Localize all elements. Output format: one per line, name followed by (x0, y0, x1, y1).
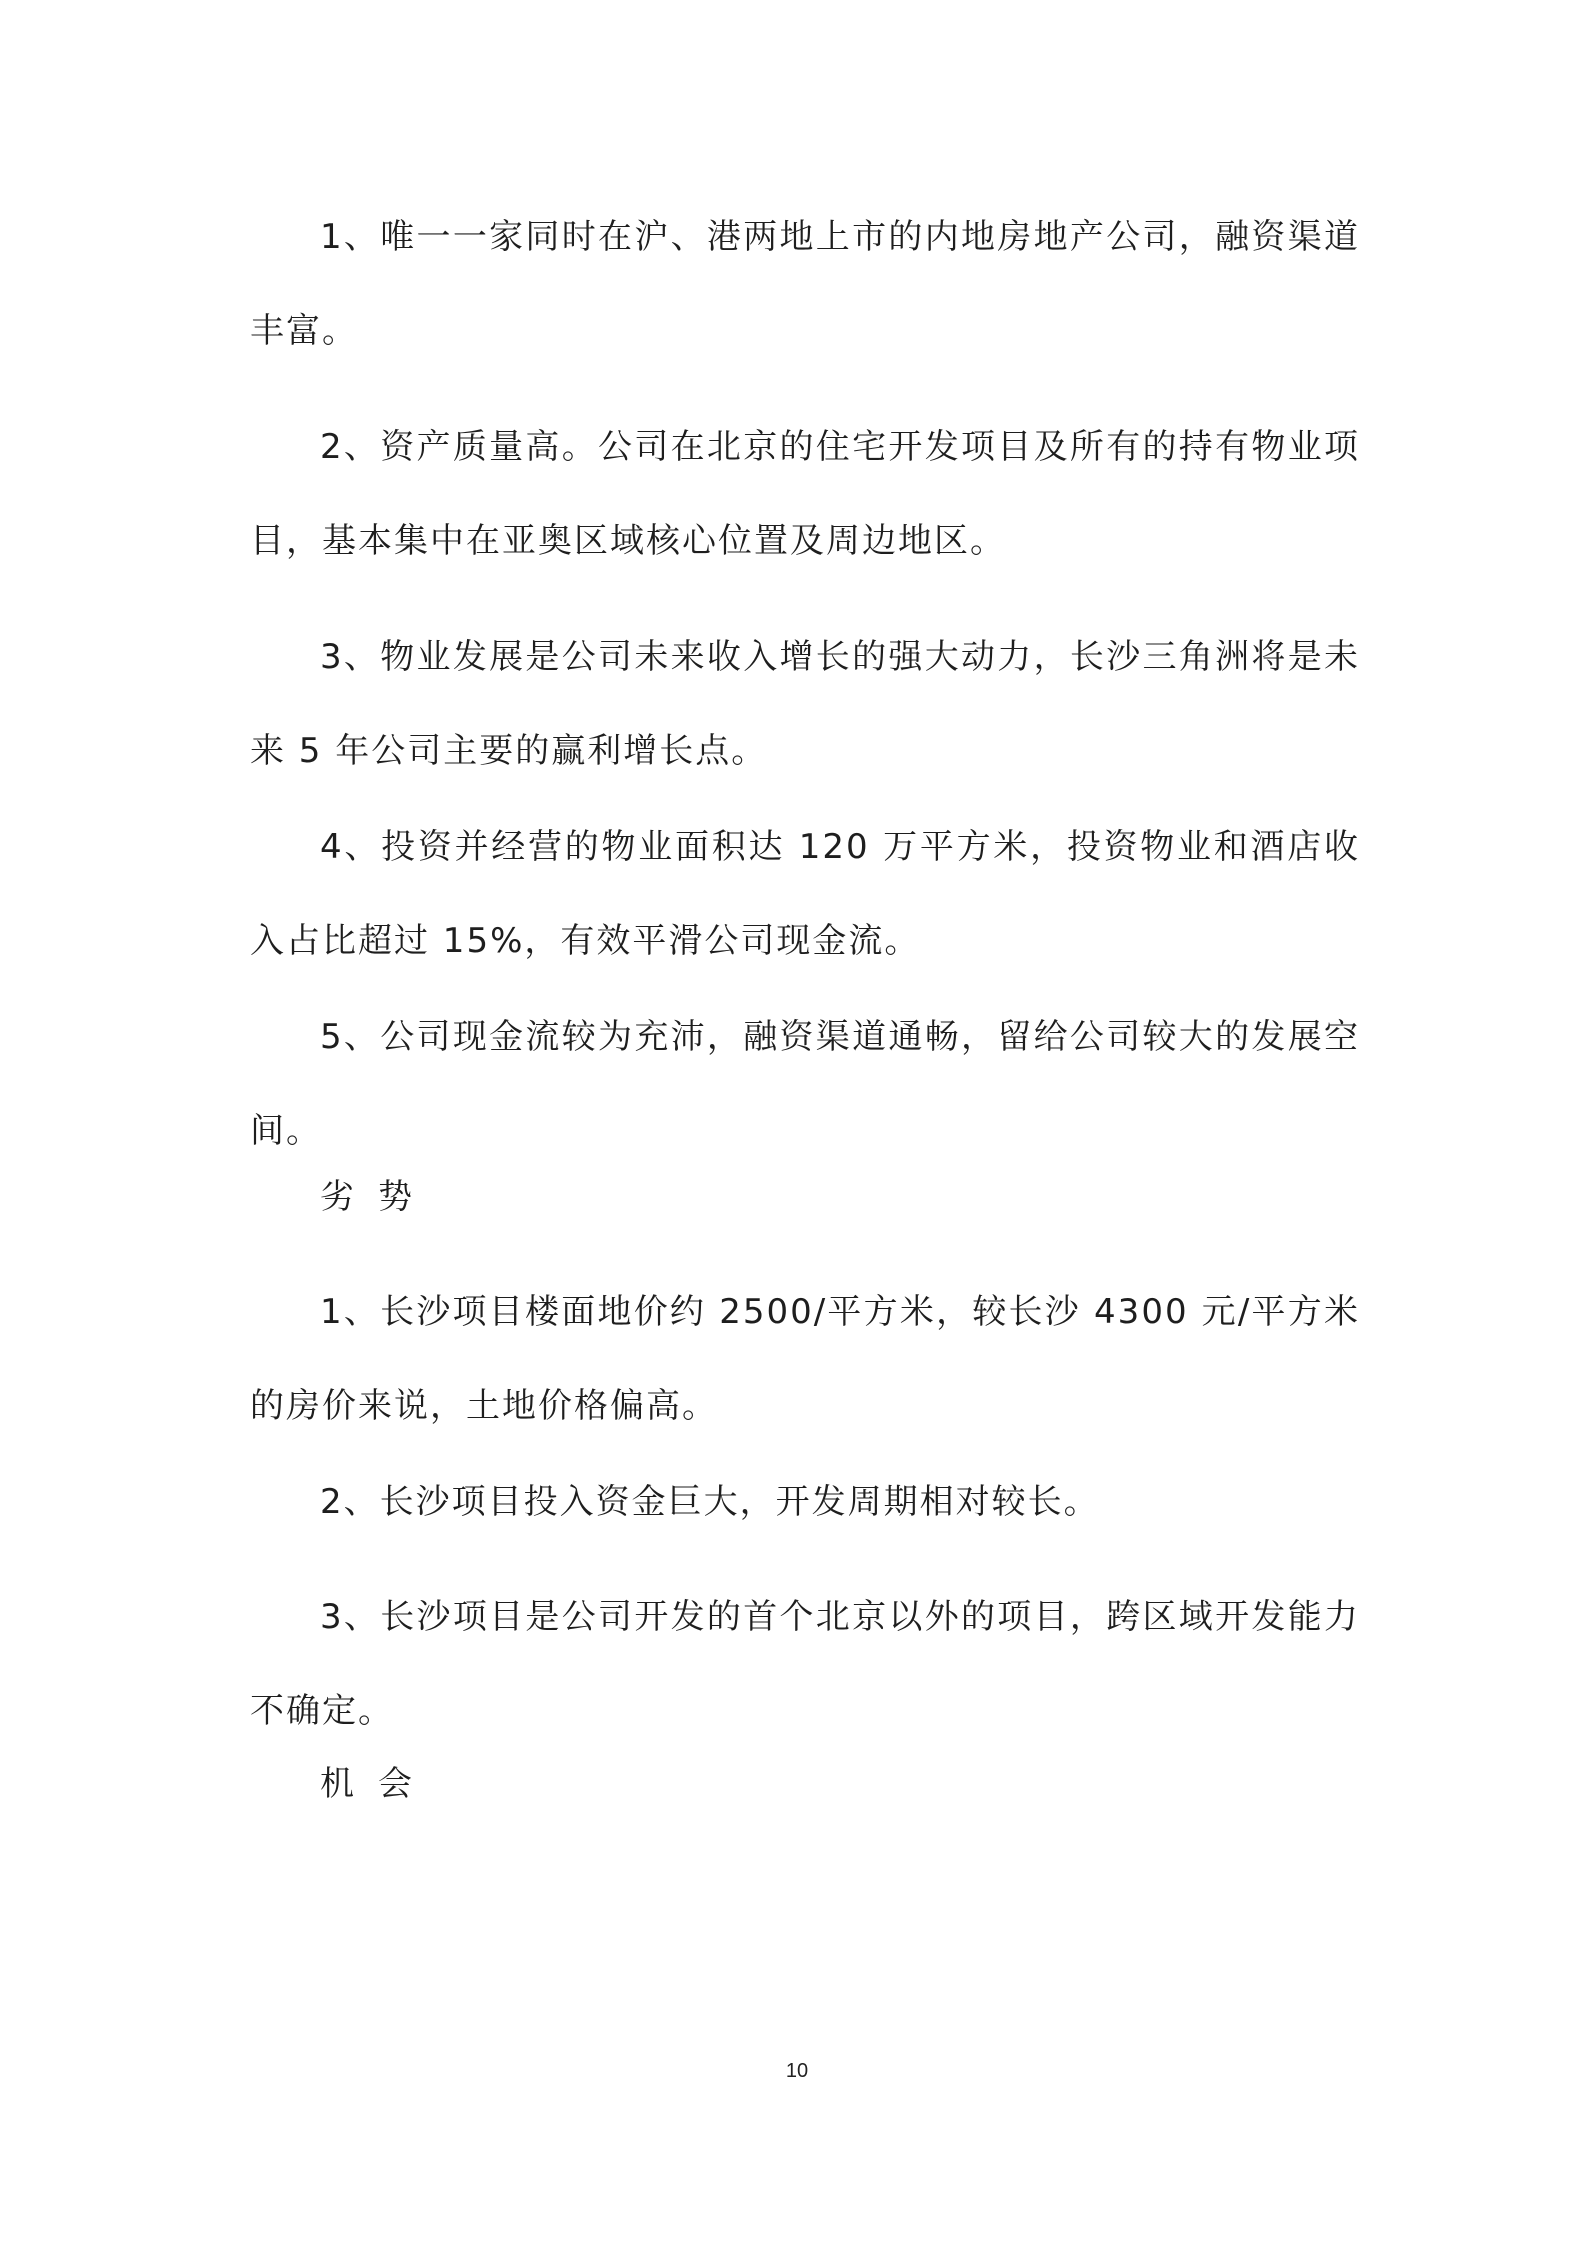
strength-item-2: 2、资产质量高。公司在北京的住宅开发项目及所有的持有物业项目，基本集中在亚奥区域核心位置及周边地区。 (250, 427, 1360, 561)
page-number: 10 (785, 2060, 809, 2082)
weakness-item-2: 2、长沙项目投入资金巨大，开发周期相对较长。 (320, 1482, 1100, 1522)
weakness-item-3: 3、长沙项目是公司开发的首个北京以外的项目，跨区域开发能力不确定。 (250, 1597, 1360, 1731)
strength-item-5: 5、公司现金流较为充沛，融资渠道通畅，留给公司较大的发展空间。 (250, 1017, 1360, 1151)
strength-item-3: 3、物业发展是公司未来收入增长的强大动力，长沙三角洲将是未来 5 年公司主要的赢利增长点。 (250, 637, 1360, 771)
opportunity-heading: 机会 (320, 1764, 436, 1804)
strength-item-4: 4、投资并经营的物业面积达 120 万平方米，投资物业和酒店收入占比超过 15%，有效平滑公司现金流。 (250, 827, 1360, 961)
strength-item-1: 1、唯一一家同时在沪、港两地上市的内地房地产公司，融资渠道丰富。 (250, 217, 1360, 351)
weakness-heading: 劣势 (320, 1177, 436, 1217)
weakness-item-1: 1、长沙项目楼面地价约 2500/平方米，较长沙 4300 元/平方米的房价来说，土地价格偏高。 (250, 1292, 1360, 1426)
